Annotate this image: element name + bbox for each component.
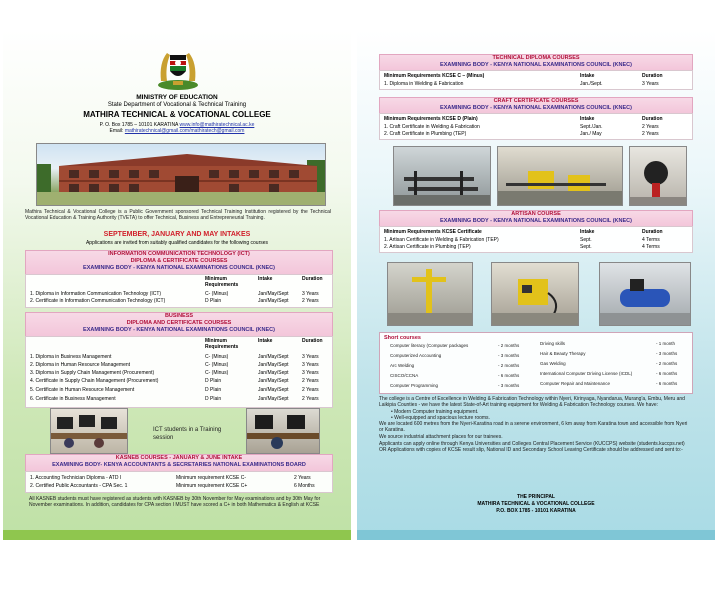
kenya-coat-of-arms-icon — [155, 45, 201, 91]
short-course-item: Computerized Accounting — [390, 353, 442, 358]
business-exam-body: EXAMINING BODY - KENYA NATIONAL EXAMINATIONS COUNCIL (KNEC) — [83, 327, 275, 333]
table-row-req: D Plain — [205, 378, 222, 384]
location-paragraph: We are located 600 metres from the Nyeri-Karatina road in a serene environment, 6 km away from Karatina town and accessible from Nyeri or Karatina. — [379, 421, 688, 434]
ict-caption: ICT students in a Training session — [153, 427, 222, 441]
table-row-req: C- (Minus) — [205, 354, 229, 360]
welding-machine-photo — [491, 262, 579, 326]
principal-address: P.O. BOX 1785 - 10101 KARATINA — [496, 508, 576, 514]
table-row-duration: 2 Years — [302, 378, 319, 384]
table-row-course: 1. Accounting Technician Diploma - ATD I — [30, 475, 122, 481]
craft-header-req: Minimum Requirements KCSE D (Plain) — [384, 116, 478, 122]
table-row-duration: 2 Years — [642, 124, 659, 130]
kasneb-note: All KASNEB students must have registered as students with KASNEB by 30th November for May examinations and by 30th May for November examinations. In addition, candidates for CPA section I MUST have scored a C+ in both Mathematics & English at KCSE — [29, 496, 321, 508]
table-row-req: C- (Minus) — [205, 362, 229, 368]
craft-exam-body: EXAMINING BODY - KENYA NATIONAL EXAMINATIONS COUNCIL (KNEC) — [440, 105, 632, 111]
ict-title: INFORMATION COMMUNICATION TECHNOLOGY (ICT) — [108, 251, 250, 257]
table-row-course: 4. Certificate in Supply Chain Management (Procurement) — [30, 378, 159, 384]
table-row-req: D Plain — [205, 387, 222, 393]
table-row-course: 1. Diploma in Information Communication Technology (ICT) — [30, 291, 162, 297]
ict-lab-photo-1 — [50, 408, 128, 454]
table-row-intake: Sept. — [580, 244, 592, 250]
table-row-req: D Plain — [205, 396, 222, 402]
business-header-intake: Intake — [258, 338, 273, 344]
intakes-subtitle: Applications are invited from suitably qualified candidates for the following courses — [85, 240, 269, 246]
ict-subtitle: DIPLOMA & CERTIFICATE COURSES — [130, 258, 228, 264]
welding-workshop-photo-1 — [393, 146, 491, 206]
short-course-item: Computer Programming — [390, 383, 439, 388]
short-course-duration: - 3 months — [498, 353, 520, 358]
short-course-item: Hair & Beauty Therapy — [540, 351, 586, 356]
short-course-item: Computer literacy (Computer packages — [390, 343, 469, 348]
artisan-exam-body: EXAMINING BODY - KENYA NATIONAL EXAMINATIONS COUNCIL (KNEC) — [440, 218, 632, 224]
short-course-duration: - 6 months — [498, 373, 520, 378]
grinder-machine-photo — [629, 146, 687, 206]
compressor-photo — [599, 262, 691, 326]
technical-header-intake: Intake — [580, 73, 595, 79]
ict-exam-body: EXAMINING BODY - KENYA NATIONAL EXAMINATIONS COUNCIL (KNEC) — [83, 265, 275, 271]
craft-table — [379, 113, 693, 140]
short-courses-title: Short courses — [384, 335, 421, 341]
table-row-duration: 2 Years — [302, 298, 319, 304]
business-header-req: Minimum Requirements — [205, 338, 239, 350]
welding-workshop-photo-2 — [497, 146, 623, 206]
kasneb-title: KASNEB COURSES - JANUARY & JUNE INTAKE — [115, 455, 243, 461]
table-row-duration: 3 Years — [302, 370, 319, 376]
table-row-course: 5. Certificate in Human Resource Management — [30, 387, 135, 393]
email-line — [3, 128, 351, 134]
short-course-duration: - 3 months — [498, 383, 520, 388]
table-row-intake: Jan/May/Sept — [258, 354, 289, 360]
right-footer-band — [357, 530, 715, 540]
bullet-text: Modern Computer training equipment. — [394, 408, 479, 415]
table-row-duration: 6 Months — [294, 483, 315, 489]
table-row-course: 2. Craft Certificate in Plumbing (TEP) — [384, 131, 467, 137]
table-row-intake: Jan./Sept. — [580, 81, 603, 87]
table-row-course: 2. Diploma in Human Resource Management — [30, 362, 131, 368]
craft-header-intake: Intake — [580, 116, 595, 122]
table-row-course: 3. Diploma in Supply Chain Management (Procurement) — [30, 370, 155, 376]
college-name: MATHIRA TECHNICAL & VOCATIONAL COLLEGE — [83, 110, 271, 119]
table-row-duration: 3 Years — [642, 81, 659, 87]
short-course-item: Gas Welding — [540, 361, 566, 366]
bullet-lecture-rooms: • Well-equipped and spacious lecture rooms. — [391, 414, 490, 421]
technical-header-duration: Duration — [642, 73, 663, 79]
table-row-course: 1. Diploma in Welding & Fabrication — [384, 81, 464, 87]
kasneb-table — [25, 471, 333, 493]
artisan-header-duration: Duration — [642, 229, 663, 235]
table-row-req: Minimum requirement KCSE C+ — [176, 483, 248, 489]
table-row-duration: 3 Years — [302, 291, 319, 297]
artisan-title: ARTISAN COURSE — [511, 211, 561, 217]
short-course-duration: - 6 months — [656, 371, 678, 376]
business-header-duration: Duration — [302, 338, 323, 344]
table-row-duration: 2 Years — [294, 475, 311, 481]
short-course-item: Driving skills — [540, 341, 566, 346]
technical-banner — [379, 54, 693, 71]
ict-header-intake: Intake — [258, 276, 273, 282]
table-row-intake: Jan/May/Sept — [258, 362, 289, 368]
table-row-req: C- (Minus) — [205, 370, 229, 376]
short-course-duration: - 2 months — [656, 361, 678, 366]
table-row-duration: 4 Terms — [642, 237, 660, 243]
short-course-duration: - 2 months — [498, 363, 520, 368]
ict-header-duration: Duration — [302, 276, 323, 282]
principal-title: THE PRINCIPAL — [517, 494, 555, 500]
table-row-duration: 3 Years — [302, 362, 319, 368]
table-row-duration: 3 Years — [302, 354, 319, 360]
short-courses-box — [379, 332, 693, 394]
excellence-paragraph: The college is a Centre of Excellence in Welding & Fabrication Technology within Nyeri, Kirinyaga, Nyandarua, Murang'a, Embu, Meru and Laikipia Counties - we have the latest State-of-Art training equipment for Welding & Fabrication Technology courses. We have: — [379, 396, 685, 409]
ict-table — [25, 274, 333, 308]
info-block — [379, 396, 693, 454]
short-course-duration: - 2 months — [498, 343, 520, 348]
table-row-req: D Plain — [205, 298, 222, 304]
business-subtitle: DIPLOMA AND CERTIFICATE COURSES — [126, 320, 232, 326]
table-row-intake: Jan/May/Sept — [258, 298, 289, 304]
table-row-duration: 2 Years — [642, 131, 659, 137]
table-row-course: 1. Diploma in Business Management — [30, 354, 112, 360]
college-building-photo — [36, 143, 326, 206]
table-row-course: 1. Craft Certificate in Welding & Fabrication — [384, 124, 480, 130]
left-footer-band — [3, 530, 351, 540]
short-course-item: CISCO/CCNA — [390, 373, 419, 378]
table-row-intake: Jan/May/Sept — [258, 370, 289, 376]
website-link[interactable]: www.info@mathiratechnical.ac.ke — [179, 122, 255, 128]
table-row-duration: 2 Years — [302, 396, 319, 402]
table-row-intake: Jan/May/Sept — [258, 378, 289, 384]
application-paragraph: Applicants can apply online through Kenya Universities and Colleges Central Placement Service (KUCCPS) website (students.kuccps.net) OR Applications with copies of KCSE result slip, National ID and Secondary School Leaving Certificate should be addressed and sent to:- — [379, 441, 685, 454]
kasneb-exam-body: EXAMINING BODY- KENYA ACCOUNTANTS & SECRETARIES NATIONAL EXAMINATIONS BOARD — [52, 462, 306, 468]
table-row-course: 2. Certified Public Accountants - CPA Sec. 1 — [30, 483, 128, 489]
principal-college: MATHIRA TECHNICAL & VOCATIONAL COLLEGE — [477, 501, 595, 507]
table-row-req: Minimum requirement KCSE C- — [176, 475, 247, 481]
kasneb-banner — [25, 454, 333, 472]
welding-station-photo — [387, 262, 473, 326]
artisan-banner — [379, 210, 693, 227]
email-link[interactable]: mathiratechnical@gmail.com/mathiratech@gmail.com — [124, 128, 245, 134]
right-page — [357, 30, 715, 540]
ministry-title: MINISTRY OF EDUCATION — [136, 94, 218, 101]
bullet-text: Well-equipped and spacious lecture rooms. — [394, 414, 490, 421]
department-title: State Department of Vocational & Technical Training — [107, 102, 247, 108]
table-row-duration: 2 Years — [302, 387, 319, 393]
intro-paragraph: Mathira Technical & Vocational College is a Public Government sponsored Technical Training Institution registered by the Technical Vocational Education & Training Authority (TVETA) to offer Technical, Business and Entrepreneurial Training. — [25, 209, 331, 221]
table-row-intake: Sept. — [580, 237, 592, 243]
short-course-item: International Computer Driving License (ICDL) — [540, 371, 633, 376]
business-banner — [25, 312, 333, 337]
table-row-course: 2. Artisan Certificate in Plumbing (TEP) — [384, 244, 471, 250]
technical-title: TECHNICAL DIPLOMA COURSES — [492, 55, 580, 61]
ict-lab-photo-2 — [246, 408, 320, 454]
technical-header-req: Minimum Requirements KCSE C – (Minus) — [384, 73, 485, 79]
technical-exam-body: EXAMINING BODY - KENYA NATIONAL EXAMINATIONS COUNCIL (KNEC) — [440, 62, 632, 68]
table-row-intake: Jan/May/Sept — [258, 291, 289, 297]
short-course-item: Arc Welding — [390, 363, 415, 368]
artisan-header-req: Minimum Requirements KCSE Certificate — [384, 229, 482, 235]
craft-header-duration: Duration — [642, 116, 663, 122]
technical-table — [379, 70, 693, 90]
intakes-title: SEPTEMBER, JANUARY AND MAY INTAKES — [103, 231, 251, 238]
table-row-intake: Jan/May/Sept — [258, 387, 289, 393]
ict-banner — [25, 250, 333, 275]
short-course-duration: - 6 months — [656, 381, 678, 386]
table-row-intake: Jan./ May — [580, 131, 602, 137]
table-row-req: C- (Minus) — [205, 291, 229, 297]
bullet-computer-equipment: • Modern Computer training equipment. — [391, 408, 479, 415]
short-course-duration: - 1 month — [656, 341, 676, 346]
table-row-course: 1. Artisan Certificate in Welding & Fabrication (TEP) — [384, 237, 499, 243]
table-row-duration: 4 Terms — [642, 244, 660, 250]
table-row-course: 2. Certificate in Information Communication Technology (ICT) — [30, 298, 166, 304]
short-course-item: Computer Repair and Maintenance — [540, 381, 611, 386]
table-row-course: 6. Certificate in Business Management — [30, 396, 116, 402]
left-page — [3, 30, 351, 540]
short-course-duration: - 3 months — [656, 351, 678, 356]
table-row-intake: Sept./Jan. — [580, 124, 603, 130]
table-row-intake: Jan/May/Sept — [258, 396, 289, 402]
business-table — [25, 336, 333, 408]
ict-header-req: Minimum Requirements — [205, 276, 239, 288]
artisan-header-intake: Intake — [580, 229, 595, 235]
business-title: BUSINESS — [164, 313, 194, 319]
craft-title: CRAFT CERTIFICATE COURSES — [493, 98, 579, 104]
artisan-table — [379, 226, 693, 253]
craft-banner — [379, 97, 693, 114]
attachment-paragraph: We source industrial attachment places for our trainees. — [379, 433, 503, 440]
email-label: Email: — [109, 128, 124, 134]
address-text: P. O. Box 1785 – 10101 KARATINA — [99, 122, 179, 128]
